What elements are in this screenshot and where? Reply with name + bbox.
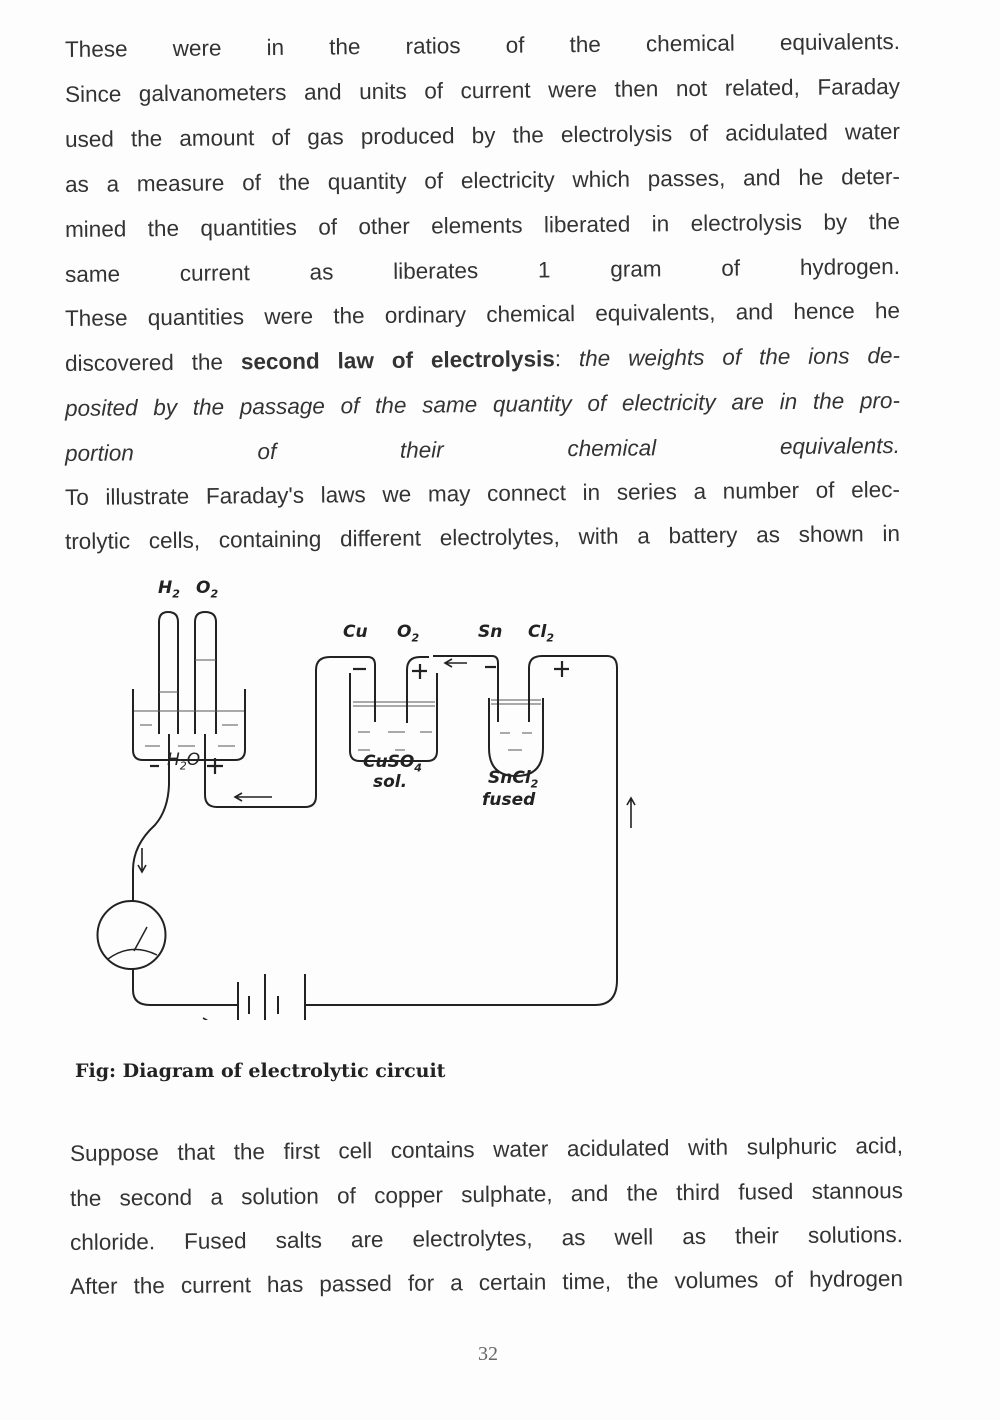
text-line: used the amount of gas produced by the electrolysis of acidulated water xyxy=(64,118,901,152)
label-sol: sol. xyxy=(373,772,408,792)
battery xyxy=(238,974,305,1020)
label-h2: $H_2$ xyxy=(158,578,180,601)
law-text-line: posited by the passage of the same quantity of electricity are in the pro- xyxy=(64,387,901,421)
current-arrows xyxy=(138,659,635,1020)
h2-tube xyxy=(159,612,178,734)
label-sn: Sn xyxy=(478,622,503,642)
label-o2-cell: $O_2$ xyxy=(397,622,420,645)
page-number: 32 xyxy=(478,1343,498,1365)
law-line xyxy=(65,342,900,378)
text-line: mined the quantities of other elements liberated in electrolysis by the xyxy=(64,208,901,242)
text-line: To illustrate Faraday's laws we may connect in series a number of elec- xyxy=(64,476,901,510)
text-line: Suppose that the first cell contains water acidulated with sulphuric acid, xyxy=(69,1133,904,1166)
law-text: the weights of the ions de- xyxy=(578,342,901,372)
law-text-line: portion of their chemical equivalents. xyxy=(64,432,901,466)
text-line: as a measure of the quantity of electricity which passes, and he deter- xyxy=(64,163,901,197)
wire xyxy=(305,656,617,1005)
text-line: These quantities were the ordinary chemical equivalents, and hence he xyxy=(64,297,901,331)
label-cl2: $Cl_2$ xyxy=(528,622,554,645)
text-line: After the current has passed for a certain time, the volumes of hydrogen xyxy=(69,1266,904,1299)
label-h2o: $H_2O$ xyxy=(167,750,201,773)
electrolytic-circuit-diagram xyxy=(90,570,650,1020)
polarity-signs xyxy=(150,661,569,774)
colon: : xyxy=(554,346,580,372)
galvanometer xyxy=(98,901,166,969)
label-o2: $O_2$ xyxy=(196,578,219,601)
label-cuso4: CuSO$_4$ xyxy=(363,752,422,775)
text-line: These were in the ratios of the chemical equivalents. xyxy=(64,28,901,62)
wire xyxy=(407,657,429,723)
o2-tube xyxy=(195,612,216,734)
text-plain: discovered the xyxy=(64,349,242,376)
text-line: same current as liberates 1 gram of hydrogen. xyxy=(64,253,901,287)
text-line: trolytic cells, containing different electrolytes, with a battery as shown in xyxy=(64,520,901,554)
text-line: chloride. Fused salts are electrolytes, as well as their solutions. xyxy=(69,1222,904,1255)
figure-caption: Fig: Diagram of electrolytic circuit xyxy=(75,1060,446,1082)
cuso4-beaker xyxy=(350,673,437,761)
text-line: Since galvanometers and units of current were then not related, Faraday xyxy=(64,73,901,107)
label-cu: Cu xyxy=(343,622,368,642)
law-title: second law of electrolysis xyxy=(240,346,555,375)
wire xyxy=(133,969,238,1005)
label-fused: fused xyxy=(482,790,536,810)
text-line: the second a solution of copper sulphate, and the third fused stannous xyxy=(69,1178,904,1211)
label-sncl2: SnCl$_2$ xyxy=(488,768,539,791)
